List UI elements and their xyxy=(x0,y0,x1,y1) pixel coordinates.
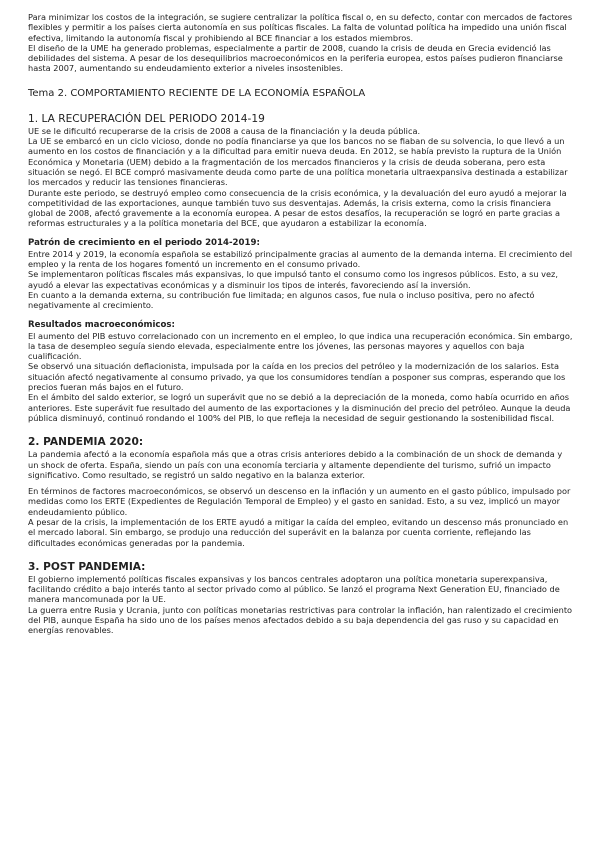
tema-title: Tema 2. COMPORTAMIENTO RECIENTE DE LA ECONOMÍA ESPAÑOLA xyxy=(28,87,366,99)
section1-sub1-paragraph-2: Se implementaron políticas fiscales más expansivas, lo que impulsó tanto el consumo como los ingresos públicos. Esto, a su vez, ayudó a elevar las expectativas económicas y a disminuir los tipos de interés, favoreciendo así la inversión. xyxy=(28,269,558,290)
section1-title: 1. LA RECUPERACIÓN DEL PERIODO 2014-19 xyxy=(28,112,265,125)
section1-sub1-paragraph-1: Entre 2014 y 2019, la economía española se estabilizó principalmente gracias al aumento de la demanda interna. El crecimiento del empleo y la renta de los hogares fomentó un incremento en el consumo privado. xyxy=(28,248,573,270)
intro-paragraph-1: Para minimizar los costos de la integración, se sugiere centralizar la política fiscal o, en su defecto, contar con mercados de factores flexibles y permitir a los países cierta autonomía en sus políticas fiscales. La falta de voluntad política ha impedido una unión fiscal efectiva, limitando la autonomía fiscal y prohibiendo al BCE financiar a los estados miembros. xyxy=(28,12,573,43)
intro-paragraph-2: El diseño de la UME ha generado problemas, especialmente a partir de 2008, cuando la crisis de deuda en Grecia evidenció las debilidades del sistema. A pesar de los desequilibrios macroeconómicos en la periferia europea, estos países pudieron financiarse hasta 2007, aumentando su endeudamiento exterior a niveles insostenibles. xyxy=(28,42,563,74)
section1-paragraph-1: UE se le dificultó recuperarse de la crisis de 2008 a causa de la financiación y la deuda pública. xyxy=(28,125,421,136)
section3-paragraph-2: La guerra entre Rusia y Ucrania, junto con políticas monetarias restrictivas para controlar la inflación, han ralentizado el crecimiento del PIB, aunque España ha sido uno de los países menos afectados debido a su baja dependencia del gas ruso y su capacidad en energías renovables. xyxy=(28,604,573,636)
section1-sub1-title: Patrón de crecimiento en el periodo 2014-2019: xyxy=(28,237,260,248)
section2-paragraph-3: A pesar de la crisis, la implementación de los ERTE ayudó a mitigar la caída del empleo, evitando un descenso más pronunciado en el mercado laboral. Sin embargo, se produjo una reducción del superávit en la balanza por cuenta corriente, reflejando las dificultades económicas generadas por la pandemia. xyxy=(28,516,569,548)
section1-sub2-title: Resultados macroeconómicos: xyxy=(28,319,175,330)
section1-sub2-paragraph-2: Se observó una situación deflacionista, impulsada por la caída en los precios del petróleo y la modernización de los salarios. Esta situación afectó negativamente al consumo privado, ya que los consumidores tendían a posponer sus compras, esperando que los precios fueran más bajos en el futuro. xyxy=(28,361,566,393)
section1-paragraph-3: Durante este periodo, se destruyó empleo como consecuencia de la crisis económica, y la devaluación del euro ayudó a mejorar la competitividad de las exportaciones, aunque también tuvo sus desventajas. Además, la crisis externa, como la crisis financiera global de 2008, afectó gravemente a la economía europea. A pesar de estos desafíos, la recuperación se logró en parte gracias a reformas estructurales y a la política monetaria del BCE, que ayudaron a estabilizar la economía. xyxy=(28,187,567,229)
document-body xyxy=(28,12,574,636)
section1-sub2-paragraph-3: En el ámbito del saldo exterior, se logró un superávit que no se debió a la depreciación de la moneda, como había ocurrido en años anteriores. Este superávit fue resultado del aumento de las exportaciones y la disminución del precio del petróleo. Aunque la deuda pública disminuyó, continuó rondando el 100% del PIB, lo que refleja la necesidad de seguir gestionando la sostenibilidad fiscal. xyxy=(28,392,571,423)
section3-paragraph-1: El gobierno implementó políticas fiscales expansivas y los bancos centrales adoptaron una política monetaria superexpansiva, facilitando crédito a bajo interés tanto al sector privado como al público. Se lanzó el programa Next Generation EU, financiado de manera mancomunada por la UE. xyxy=(28,573,560,605)
section3-title: 3. POST PANDEMIA: xyxy=(28,560,146,573)
section1-paragraph-2: La UE se embarcó en un ciclo vicioso, donde no podía financiarse ya que los bancos no se fiaban de su solvencia, lo que llevó a un aumento en los costos de financiación y a la dificultad para emitir nueva deuda. En 2012, se había previsto la ruptura de la Unión Económica y Monetaria (UEM) debido a la fragmentación de los mercados financieros y la crisis de deuda soberana, pero esta situación se negó. El BCE compró masivamente deuda como parte de una política monetaria ultraexpansiva destinada a estabilizar los mercados y reducir las tensiones financieras. xyxy=(28,136,568,188)
section2-paragraph-2: En términos de factores macroeconómicos, se observó un descenso en la inflación y un aumento en el gasto público, impulsado por medidas como los ERTE (Expedientes de Regulación Temporal de Empleo) y el gasto en sanidad. Esto, a su vez, implicó un mayor endeudamiento público. xyxy=(28,486,571,517)
section2-paragraph-1: La pandemia afectó a la economía española más que a otras crisis anteriores debido a la combinación de un shock de demanda y un shock de oferta. España, siendo un país con una economía terciaria y altamente dependiente del turismo, sufrió un impacto significativo. Como resultado, se registró un saldo negativo en la balanza exterior. xyxy=(28,449,563,480)
section1-sub2-paragraph-1: El aumento del PIB estuvo correlacionado con un incremento en el empleo, lo que indica una recuperación económica. Sin embargo, la tasa de desempleo seguía siendo elevada, especialmente entre los jóvenes, las personas mayores y aquellos con baja cualificación. xyxy=(28,330,573,362)
section2-title: 2. PANDEMIA 2020: xyxy=(28,436,144,449)
section1-sub1-paragraph-3: En cuanto a la demanda externa, su contribución fue limitada; en algunos casos, fue nula o incluso positiva, pero no afectó negativamente al crecimiento. xyxy=(28,289,535,311)
